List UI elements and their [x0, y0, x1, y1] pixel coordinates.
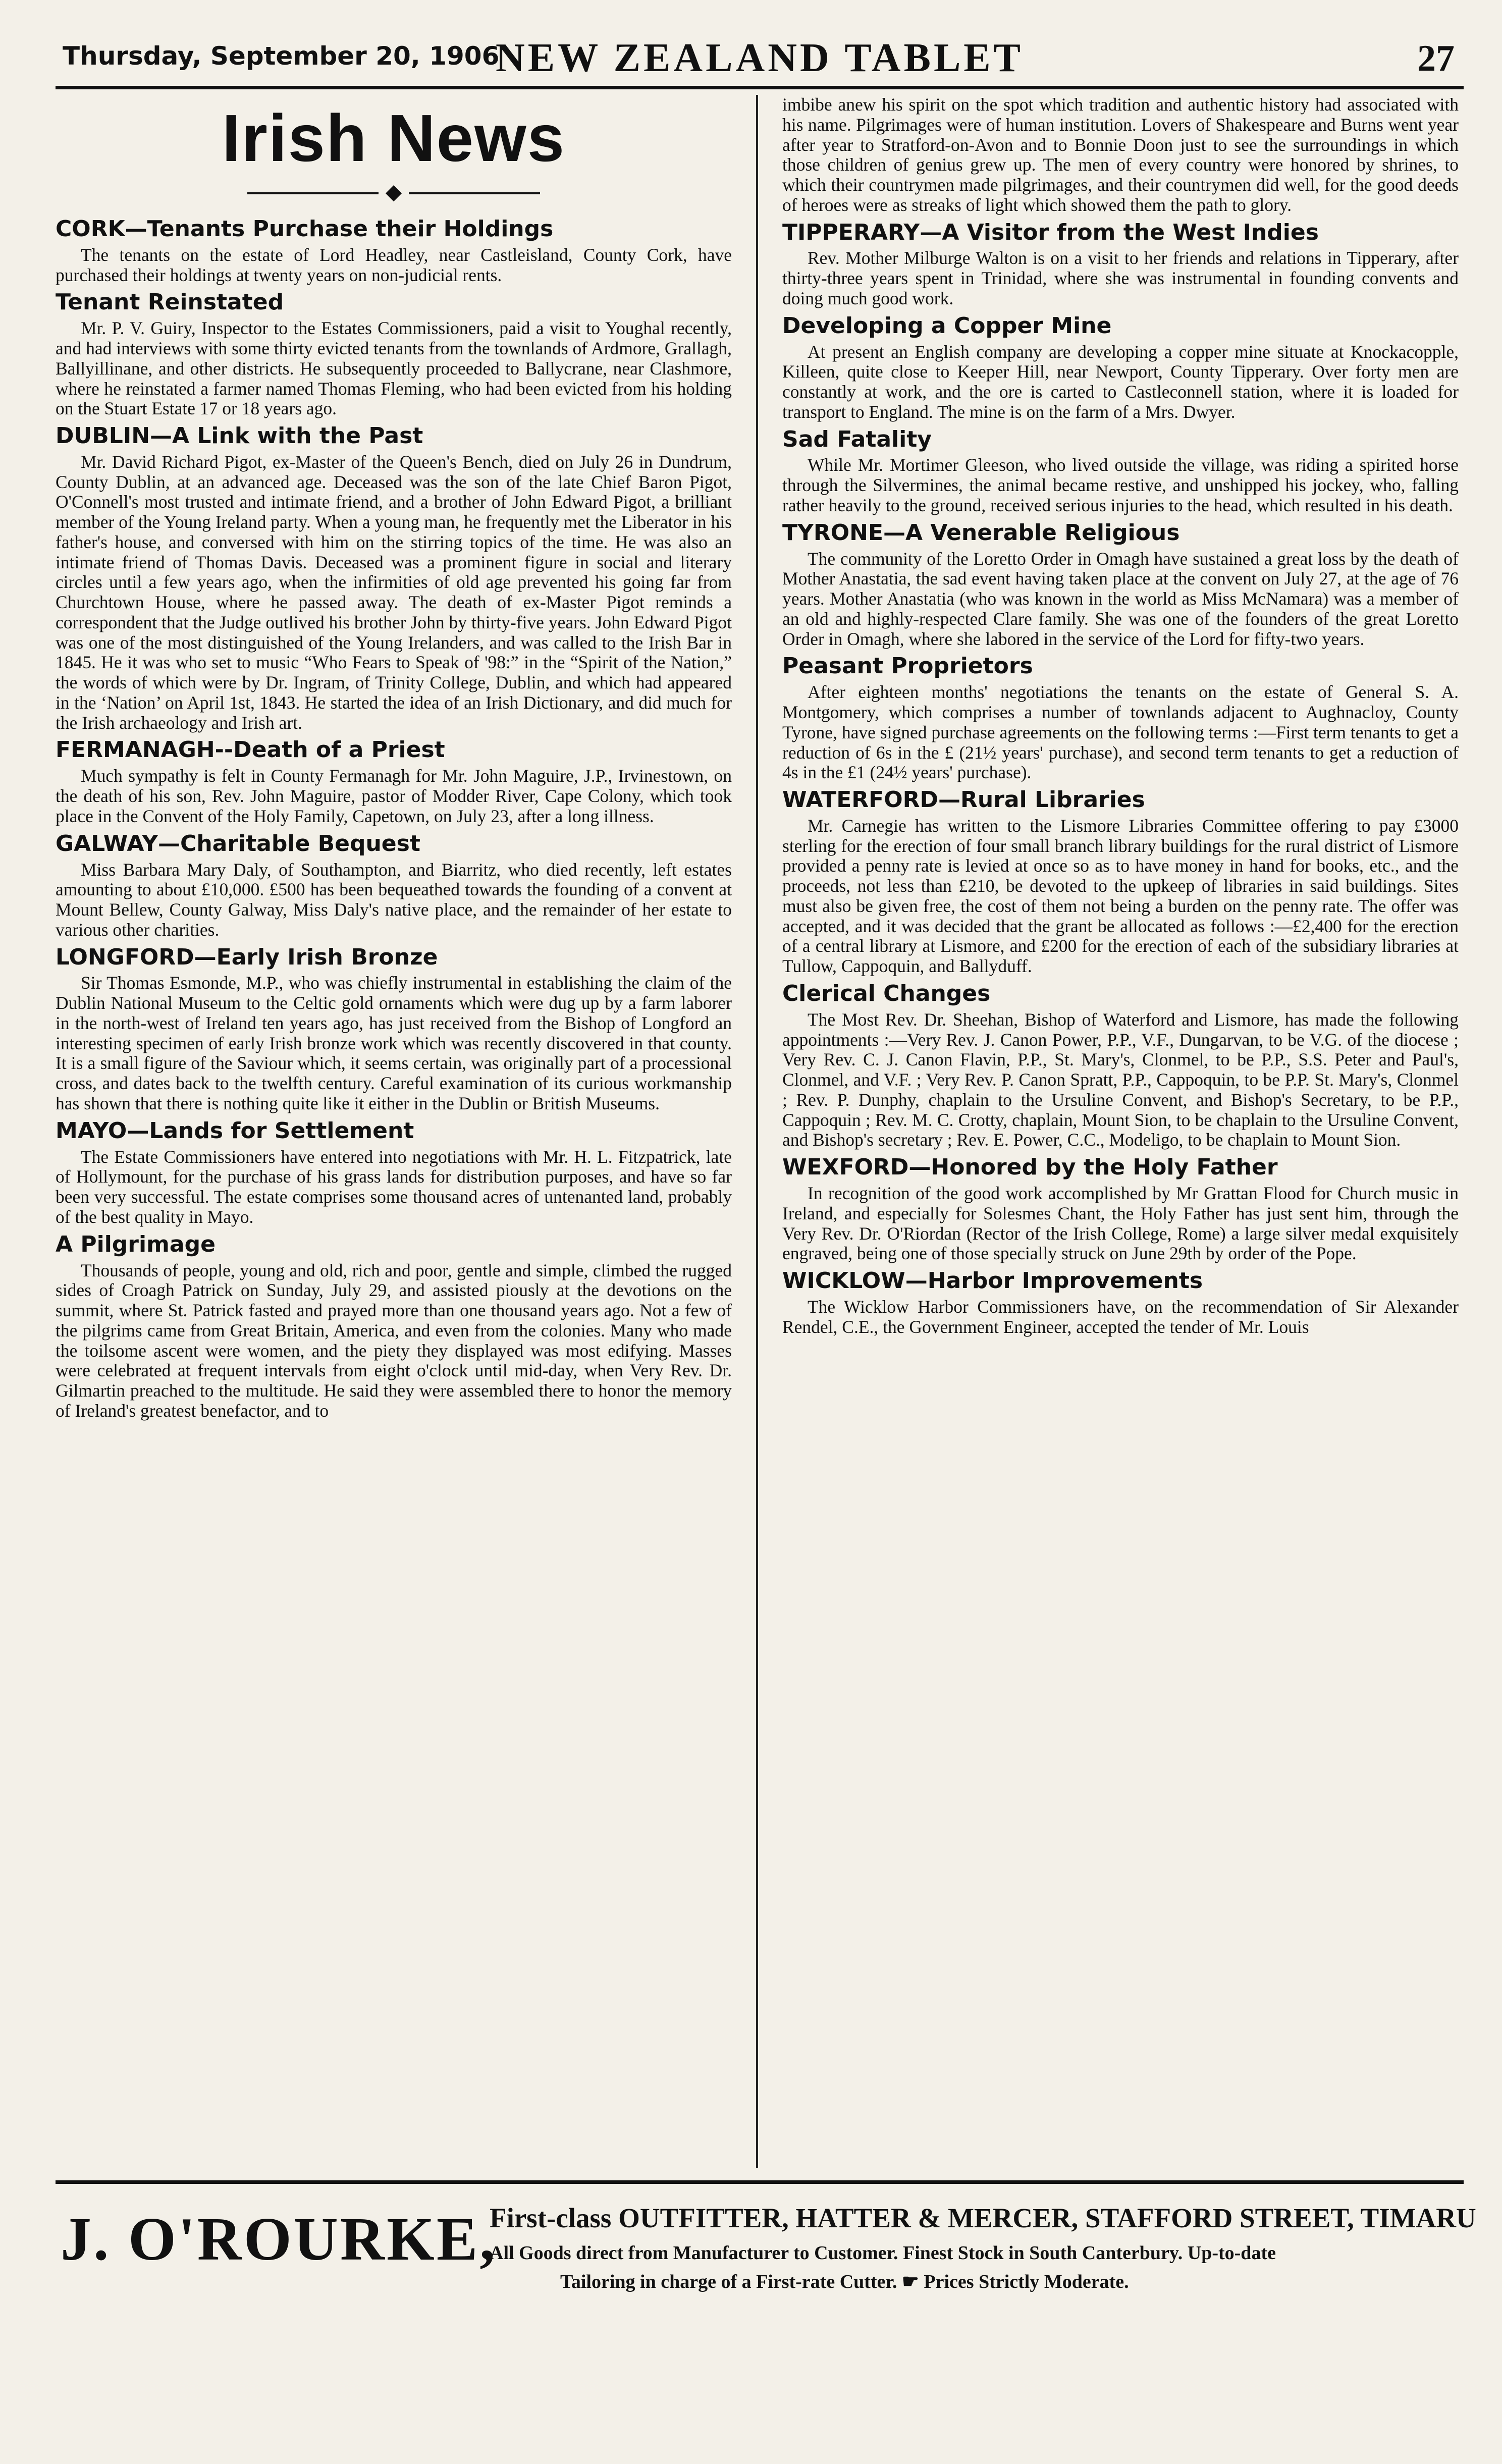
- left-column: [56, 95, 732, 2168]
- issue-date: Thursday, September 20, 1906: [63, 41, 500, 71]
- article-body: At present an English company are developing a copper mine situate at Knockacopple, Killeen, quite close to Keeper Hill, near Newport, County Tipperary. Over forty men are constantly at work, and the ore is carted to Castleconnell station, where it is loaded for transport to England. The mine is on the farm of a Mrs. Dwyer.: [782, 341, 1459, 422]
- article-body: The community of the Loretto Order in Omagh have sustained a great loss by the death of Mother Anastatia, the sad event having taken place at the convent on July 27, at the age of 76 years. Mother Anastatia (who was known in the world as Miss McNamara) was a member of an old and highly-respected Clare family. She was one of the founders of the great Loretto Order in Omagh, where she labored in the service of the Lord for fifty-two years.: [782, 548, 1459, 649]
- advert-line-3: Tailoring in charge of a First-rate Cutter. ☛ Prices Strictly Moderate.: [560, 2271, 1129, 2292]
- article-fermanagh: [56, 737, 732, 826]
- advertisement: [56, 2180, 1476, 2406]
- article-heading: MAYO—Lands for Settlement: [56, 1117, 414, 1144]
- article-body: Miss Barbara Mary Daly, of Southampton, and Biarritz, who died recently, left estates amounting to about £10,000. £500 has been bequeathed towards the founding of a convent at Mount Bellew, County Galway, Miss Daly's native place, and the remainder of her estate to various other charities.: [56, 859, 732, 940]
- article-body: After eighteen months' negotiations the tenants on the estate of General S. A. Montgomery, which comprises a number of townlands adjacent to Aughnacloy, County Tyrone, have signed purchase agreements on the following terms :—First term tenants to get a reduction of 6s in the £ (21½ years' purchase), and second term tenants to get a reduction of 4s in the £1 (24½ years' purchase).: [782, 682, 1459, 783]
- article-pilgrimage: [56, 1231, 732, 1421]
- article-body: Sir Thomas Esmonde, M.P., who was chiefly instrumental in establishing the claim of the Dublin National Museum to the Celtic gold ornaments which were dug up by a farm laborer in the north-west of Ireland ten years ago, has just received from the Bishop of Longford an interesting specimen of early Irish bronze work which was recently discovered in that county. It is a small figure of the Saviour which, it seems certain, was originally part of a processional cross, and dates back to the twelfth century. Careful examination of its curious workmanship has shown that there is nothing quite like it either in the Dublin or British Museums.: [56, 973, 732, 1113]
- article-heading: A Pilgrimage: [56, 1231, 216, 1257]
- article-longford: [56, 944, 732, 1114]
- article-body: While Mr. Mortimer Gleeson, who lived outside the village, was riding a spirited horse through the Silvermines, the animal became restive, and unshipped his jockey, who, falling rather heavily to the ground, received serious injuries to the head, which resulted in his death.: [782, 455, 1459, 515]
- article-sad-fatality: [782, 426, 1459, 516]
- article-body: The Estate Commissioners have entered into negotiations with Mr. H. L. Fitzpatrick, late of Hollymount, for the purchase of his grass lands for distribution purposes, and have so far been very successful. The estate comprises some thousand acres of untenanted land, probably of the best quality in Mayo.: [56, 1146, 732, 1227]
- article-copper-mine: [782, 313, 1459, 422]
- article-dublin: [56, 423, 732, 733]
- article-heading: FERMANAGH--Death of a Priest: [56, 737, 445, 763]
- article-body: Mr. David Richard Pigot, ex-Master of the Queen's Bench, died on July 26 in Dundrum, County Dublin, at an advanced age. Deceased was the son of the late Chief Baron Pigot, O'Connell's most trusted and intimate friend, and a brother of John Edward Pigot, a brilliant member of the Young Ireland party. When a young man, he frequently met the Liberator in his father's house, and conversed with him on the stirring topics of the time. He was also an intimate friend of Thomas Davis. Deceased was a prominent figure in social and literary circles until a few years ago, when the infirmities of old age prevented his going far from Churchtown House, where he passed away. The death of ex-Master Pigot reminds a correspondent that the Judge outlived his brother John by thirty-five years. John Edward Pigot was one of the most distinguished of the Young Irelanders, and was called to the Irish Bar in 1845. He it was who set to music “Who Fears to Speak of '98:” in the “Spirit of the Nation,” the words of which were by Dr. Ingram, of Trinity College, Dublin, and which had appeared in the ‘Nation’ on April 1st, 1843. He started the idea of an Irish Dictionary, and did much for the Irish archaeology and Irish art.: [56, 451, 732, 733]
- article-tipperary: [782, 220, 1459, 309]
- article-clerical-changes: [782, 981, 1459, 1150]
- article-heading: GALWAY—Charitable Bequest: [56, 830, 420, 856]
- article-body: Mr. Carnegie has written to the Lismore Libraries Committee offering to pay £3000 sterling for the erection of four small branch library buildings for the rural district of Lismore provided a penny rate is levied at once so as to have money in hand for books, etc., and the proceeds, not less than £210, be devoted to the upkeep of libraries in said buildings. Sites must also be given free, the cost of them not being a burden on the penny rate. The offer was accepted, and it was decided that the grant be allocated as follows :—£2,400 for the erection of a central library at Lismore, and £200 for the erection of each of the subsidiary libraries at Tullow, Cappoquin, and Ballyduff.: [782, 815, 1459, 977]
- section-masthead: Irish News: [222, 101, 566, 175]
- advertiser-name: J. O'ROURKE,: [61, 2205, 497, 2273]
- advert-line-2: All Goods direct from Manufacturer to Customer. Finest Stock in South Canterbury. Up-to-date: [490, 2242, 1276, 2264]
- article-body: Much sympathy is felt in County Fermanagh for Mr. John Maguire, J.P., Irvinestown, on the death of his son, Rev. John Maguire, pastor of Modder River, Cape Colony, which took place in the Convent of the Holy Family, Capetown, on July 23, after a long illness.: [56, 766, 732, 826]
- ornament-divider: ◆: [56, 179, 732, 204]
- article-galway: [56, 831, 732, 940]
- article-heading: TYRONE—A Venerable Religious: [782, 519, 1180, 546]
- article-heading: Peasant Proprietors: [782, 653, 1033, 679]
- article-heading: DUBLIN—A Link with the Past: [56, 423, 423, 449]
- article-heading: Sad Fatality: [782, 426, 932, 452]
- article-heading: Clerical Changes: [782, 980, 991, 1006]
- article-body: Mr. P. V. Guiry, Inspector to the Estates Commissioners, paid a visit to Youghal recently, and had interviews with some thirty evicted tenants from the townlands of Ardmore, Grallagh, Ballyillinane, and other districts. He subsequently proceeded to Ballycrane, near Clashmore, where he reinstated a farmer named Thomas Fleming, who had been evicted from his holding on the Stuart Estate 17 or 18 years ago.: [56, 318, 732, 419]
- article-mayo: [56, 1118, 732, 1227]
- article-tenant-reinstated: [56, 289, 732, 419]
- article-peasant-proprietors: [782, 653, 1459, 783]
- article-body: In recognition of the good work accomplished by Mr Grattan Flood for Church music in Ireland, and especially for Solesmes Chant, the Holy Father has just sent him, through the Very Rev. Dr. O'Riordan (Rector of the Irish College, Rome) a large silver medal exquisitely engraved, being one of those specially struck on June 29th by order of the Pope.: [782, 1183, 1459, 1264]
- article-heading: LONGFORD—Early Irish Bronze: [56, 944, 438, 970]
- article-body: The Most Rev. Dr. Sheehan, Bishop of Waterford and Lismore, has made the following appointments :—Very Rev. J. Canon Power, P.P., V.F., Dungarvan, to be V.G. of the diocese ; Very Rev. C. J. Canon Flavin, P.P., St. Mary's, Clonmel, to be P.P., S.S. Peter and Paul's, Clonmel, and V.F. ; Very Rev. P. Canon Spratt, P.P., Cappoquin, to be P.P. St. Mary's, Clonmel ; Rev. P. Dunphy, chaplain to the Ursuline Convent, and Bishop's Secretary, to be P.P., Cappoquin ; Rev. M. C. Crotty, chaplain, Mount Sion, to be chaplain to the Ursuline Convent, and Bishop's secretary ; Rev. E. Power, C.C., Modeligo, to be chaplain to Mount Sion.: [782, 1009, 1459, 1150]
- newspaper-page: [56, 30, 1476, 2433]
- newspaper-title: NEW ZEALAND TABLET: [495, 36, 1024, 80]
- article-heading: WICKLOW—Harbor Improvements: [782, 1268, 1203, 1294]
- advert-text: [490, 2202, 1476, 2293]
- article-cork: [56, 216, 732, 285]
- article-body: The tenants on the estate of Lord Headley, near Castleisland, County Cork, have purchased their holdings at twenty years on non-judicial rents.: [56, 244, 732, 285]
- article-tyrone: [782, 520, 1459, 650]
- column-rule: [756, 95, 758, 2168]
- article-pilgrimage-continued: [782, 95, 1459, 216]
- article-wexford: [782, 1154, 1459, 1264]
- advert-line-1: First-class OUTFITTER, HATTER & MERCER, STAFFORD STREET, TIMARU: [490, 2203, 1476, 2233]
- article-wicklow: [782, 1268, 1459, 1337]
- page-header: [56, 30, 1464, 89]
- article-heading: CORK—Tenants Purchase their Holdings: [56, 216, 554, 242]
- article-body: Thousands of people, young and old, rich and poor, gentle and simple, climbed the rugged sides of Croagh Patrick on Sunday, July 29, and assisted piously at the devotions on the summit, where St. Patrick fasted and prayed more than one thousand years ago. Not a few of the pilgrims came from Great Britain, America, and even from the colonies. Many who made the toilsome ascent were women, and the piety they displayed was most edifying. Masses were celebrated at frequent intervals from eight o'clock until mid-day, when Very Rev. Dr. Gilmartin preached to the multitude. He said they were assembled there to honor the memory of Ireland's greatest benefactor, and to: [56, 1260, 732, 1421]
- article-waterford: [782, 787, 1459, 977]
- article-heading: TIPPERARY—A Visitor from the West Indies: [782, 219, 1319, 245]
- article-heading: WEXFORD—Honored by the Holy Father: [782, 1154, 1278, 1181]
- right-column: [782, 95, 1459, 2168]
- article-heading: Tenant Reinstated: [56, 289, 284, 315]
- page-number: 27: [1417, 38, 1455, 79]
- article-body: imbibe anew his spirit on the spot which tradition and authentic history had associated with his name. Pilgrimages were of human institution. Lovers of Shakespeare and Burns went year after year to Stratford-on-Avon and to Bonnie Doon just to see the surroundings in which those children of genius grew up. The men of every country were honored by shrines, to which their countrymen made pilgrimages, and their countrymen did well, for the good deeds of heroes were as streaks of light which showed them the path to glory.: [782, 95, 1459, 215]
- article-body: The Wicklow Harbor Commissioners have, on the recommendation of Sir Alexander Rendel, C.E., the Government Engineer, accepted the tender of Mr. Louis: [782, 1296, 1459, 1337]
- article-heading: WATERFORD—Rural Libraries: [782, 787, 1145, 813]
- article-heading: Developing a Copper Mine: [782, 312, 1112, 339]
- article-body: Rev. Mother Milburge Walton is on a visit to her friends and relations in Tipperary, after thirty-three years spent in Trinidad, where she was instrumental in founding convents and doing much good work.: [782, 248, 1459, 308]
